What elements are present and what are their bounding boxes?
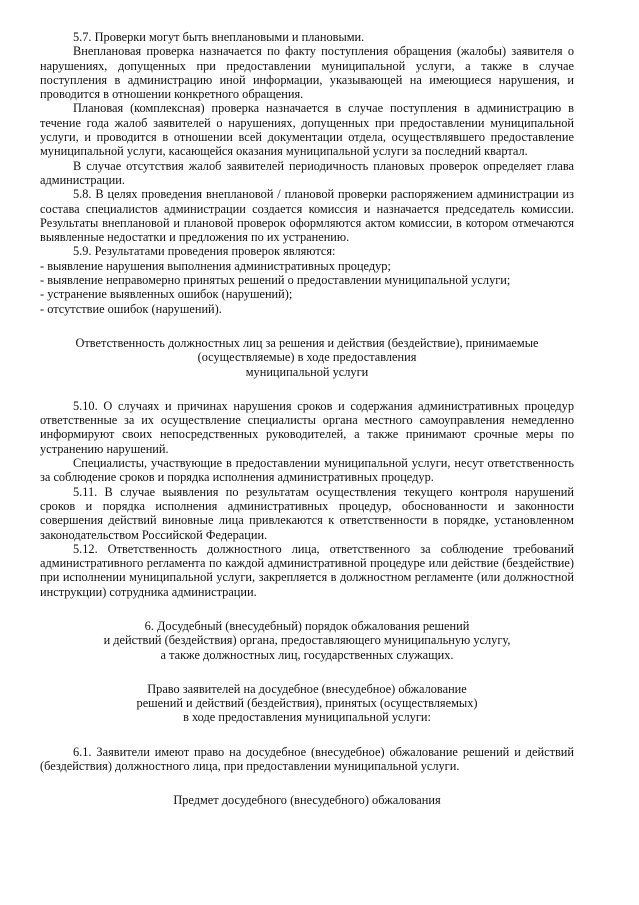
paragraph-5-12: 5.12. Ответственность должностного лица, ответственного за соблюдение требований административного регламента по каждой административной процедуре или действие (бездействие) при исполнении муниципальной услуги, закрепляется в должностном регламенте (или должностной инструкции) сотрудника администрации. [40, 541, 574, 599]
list-item: - отсутствие ошибок (нарушений). [40, 301, 222, 316]
list-item: - выявление неправомерно принятых решений о предоставлении муниципальной услуги; [40, 273, 511, 288]
heading-line: (осуществляемые) в ходе предоставления [197, 350, 417, 365]
section-6-heading [40, 619, 574, 662]
paragraph-5-9: 5.9. Результатами проведения проверок являются: [73, 244, 336, 259]
paragraph-no-complaints: В случае отсутствия жалоб заявителей периодичность плановых проверок определяет глава администрации. [40, 158, 574, 187]
subheading-line: Право заявителей на досудебное (внесудебное) обжалование [147, 681, 467, 696]
paragraph-unplanned-inspection: Внеплановая проверка назначается по факту поступления обращения (жалобы) заявителя о нарушениях, допущенных при предоставлении муниципальной услуги, а также в случае поступления в администрацию иной информации, указывающей на имеющиеся нарушения, и проводится в отношении конкретного обращения. [40, 44, 574, 102]
paragraph-5-7: 5.7. Проверки могут быть внеплановыми и плановыми. [73, 30, 365, 44]
paragraph-planned-inspection: Плановая (комплексная) проверка назначается в случае поступления в администрацию в течение года жалоб заявителей о нарушениях, допущенных при предоставлении муниципальной услуги, и проводится в отношении всей документации отдела, осуществлявшего предоставление муниципальной услуги, касающейся оказания муниципальной услуги за последний квартал. [40, 101, 574, 159]
heading-line: муниципальной услуги [245, 364, 369, 379]
subheading-line: решений и действий (бездействия), принятых (осуществляемых) [136, 696, 478, 711]
appeal-right-subheading [40, 682, 574, 725]
paragraph-6-1: 6.1. Заявители имеют право на досудебное (внесудебное) обжалование решений и действий (бездействия) должностного лица, при предоставлении муниципальной услуги. [40, 744, 574, 774]
responsibility-heading [40, 336, 574, 379]
heading-line: а также должностных лиц, государственных служащих. [160, 647, 454, 662]
heading-line: 6. Досудебный (внесудебный) порядок обжалования решений [144, 618, 470, 633]
results-list [40, 259, 574, 316]
heading-line: Ответственность должностных лиц за решения и действия (бездействие), принимаемые [75, 335, 539, 350]
paragraph-5-11: 5.11. В случае выявления по результатам осуществления текущего контроля нарушений сроков и порядка исполнения административных процедур, обоснованности и законности совершения действий виновные лица привлекаются к ответственности в порядке, установленном законодательством Российской Федерации. [40, 484, 574, 542]
list-item: - выявление нарушения выполнения административных процедур; [40, 258, 391, 273]
document-page [40, 30, 574, 808]
list-item: - устранение выявленных ошибок (нарушений); [40, 287, 293, 302]
paragraph-5-8: 5.8. В целях проведения внеплановой / плановой проверки распоряжением администрации из состава специалистов администрации создается комиссия и назначается председатель комиссии. Результаты внеплановой и плановой проверок оформляются актом комиссии, в котором отмечаются выявленные недостатки и предложения по их устранению. [40, 187, 574, 245]
paragraph-5-10: 5.10. О случаях и причинах нарушения сроков и содержания административных процедур ответственные за их осуществление специалисты органа местного самоуправления немедленно информируют своих непосредственных руководителей, а также принимают срочные меры по устранению нарушений. [40, 398, 574, 456]
subheading-line: в ходе предоставления муниципальной услуги: [183, 710, 431, 725]
heading-line: и действий (бездействия) органа, предоставляющего муниципальную услугу, [103, 633, 511, 648]
paragraph-specialists: Специалисты, участвующие в предоставлении муниципальной услуги, несут ответственность за соблюдение сроков и порядка исполнения административных процедур. [40, 456, 574, 485]
appeal-subject-subheading: Предмет досудебного (внесудебного) обжалования [173, 793, 441, 808]
